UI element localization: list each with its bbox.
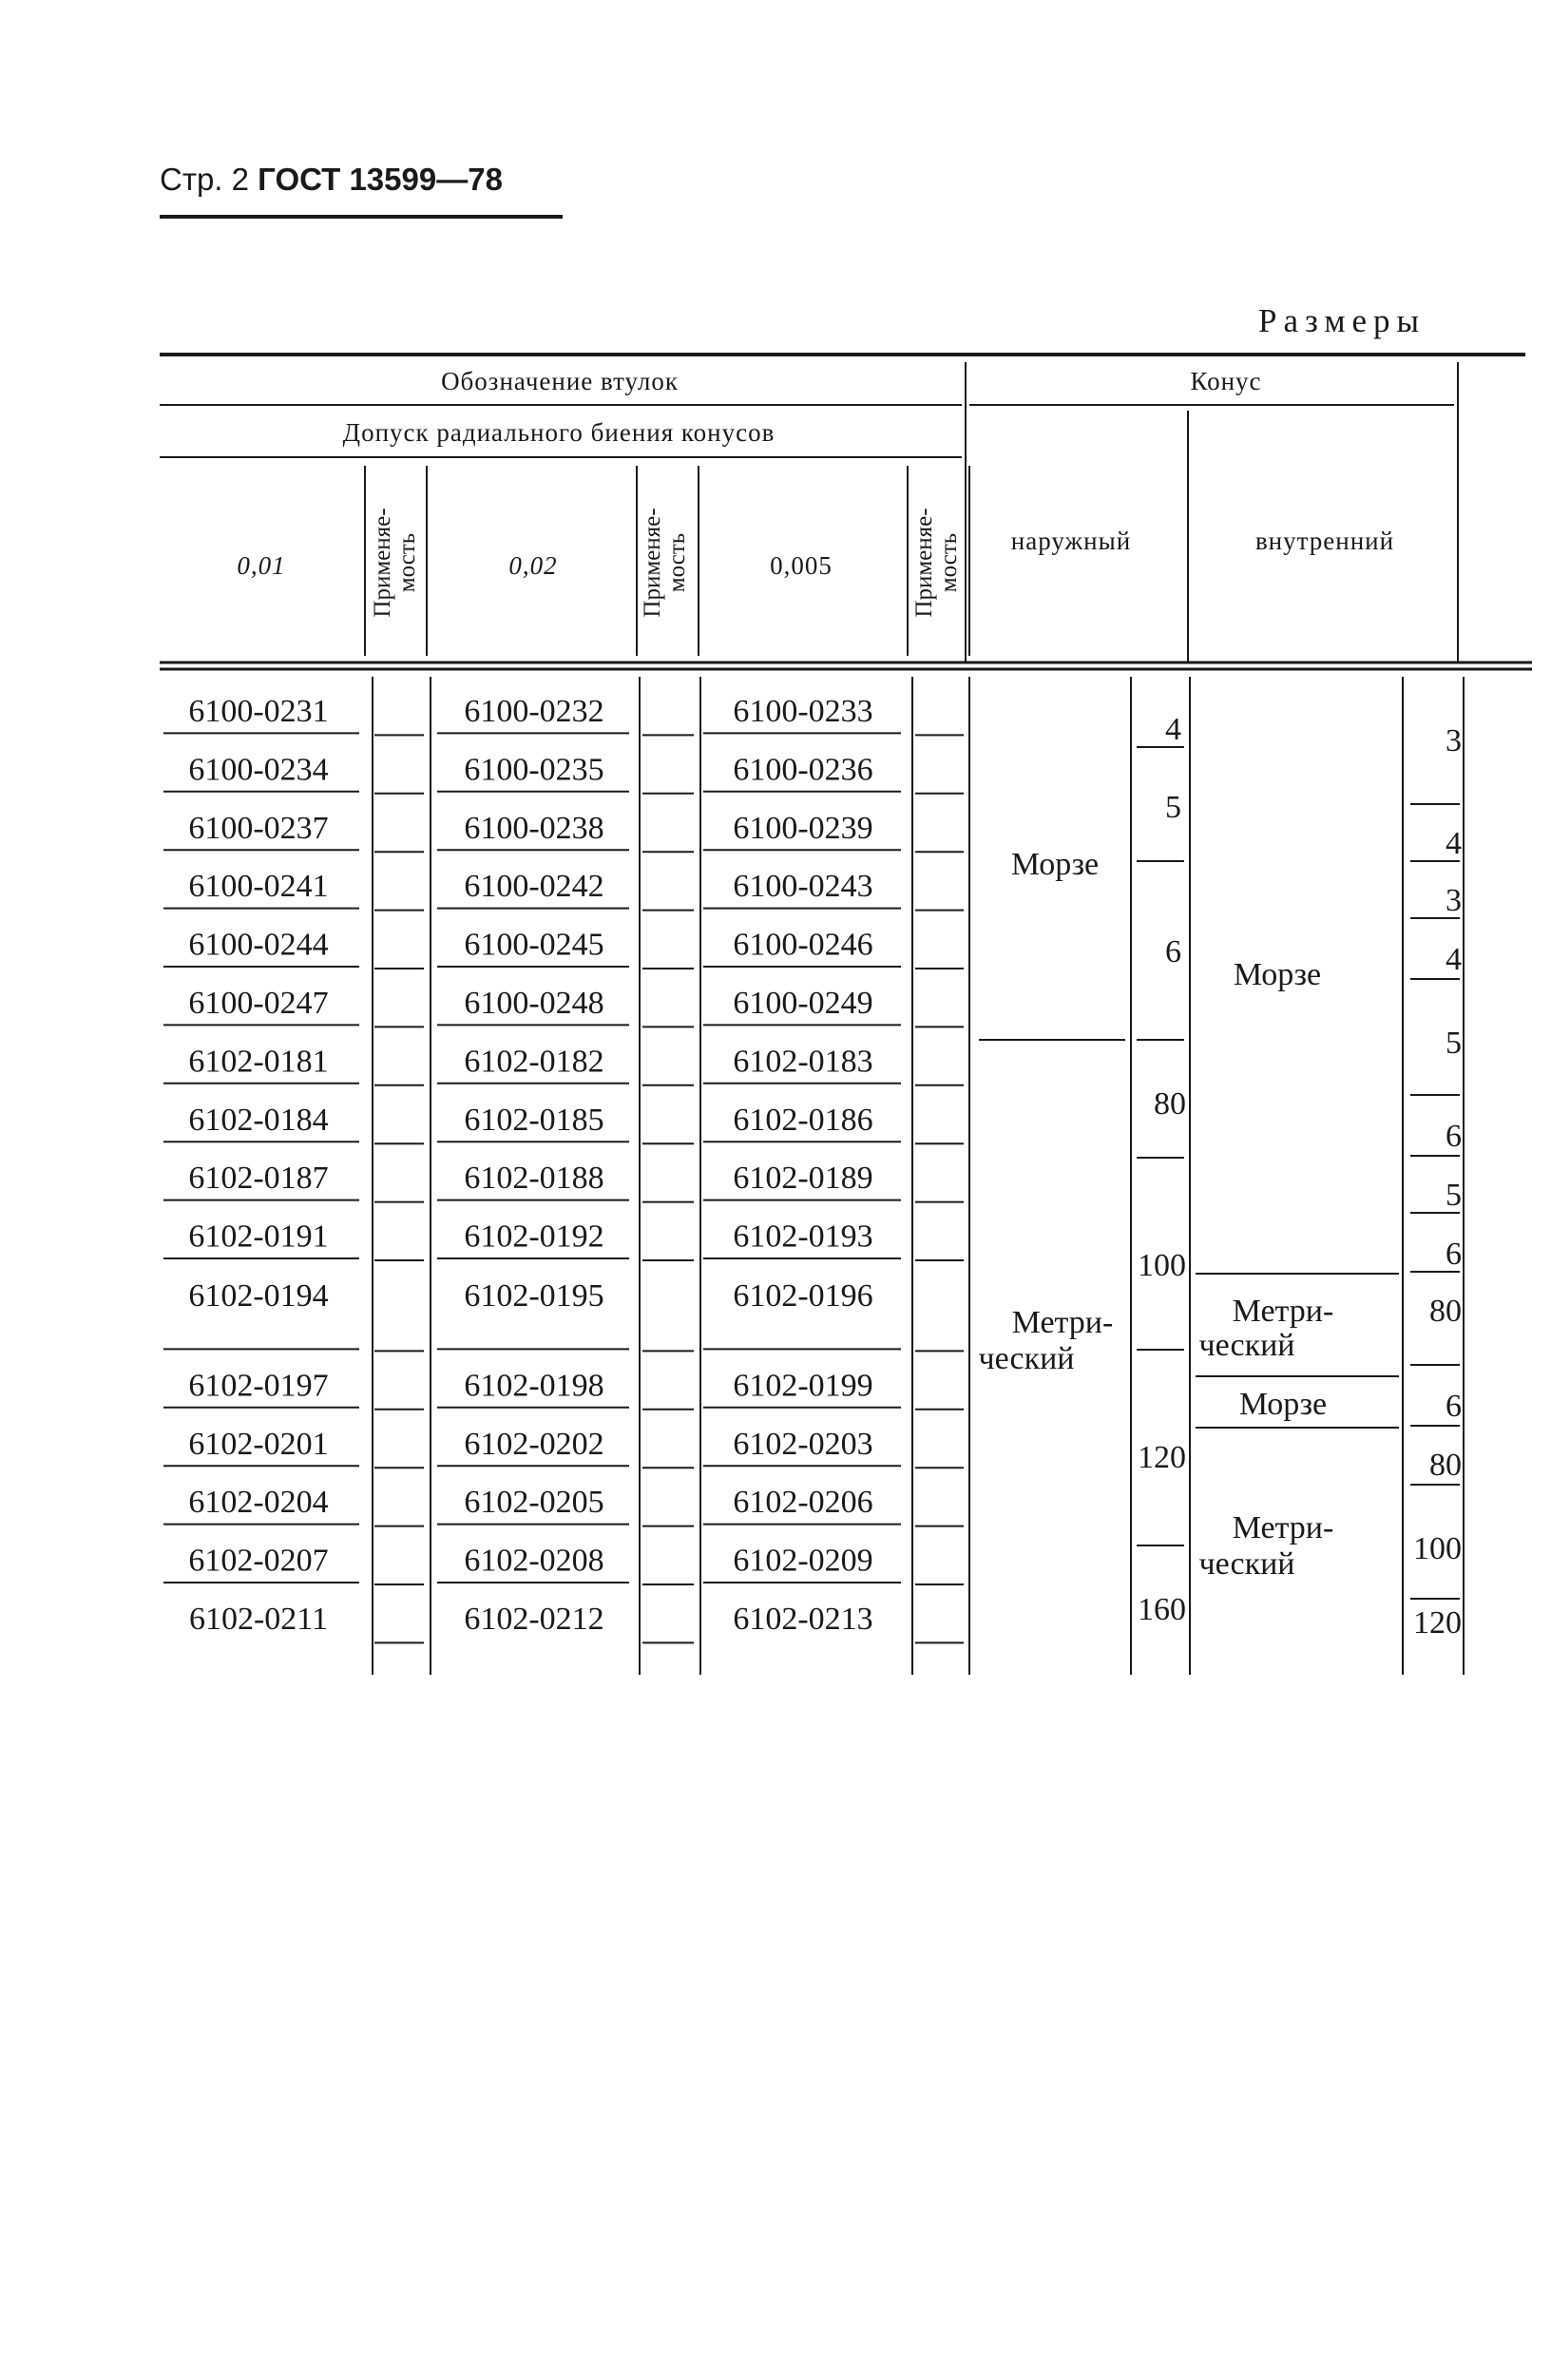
col2-row-15: 6102-0208 <box>464 1543 604 1579</box>
col2-row-14: 6102-0205 <box>464 1485 604 1521</box>
inner-cone-metric-1-l1: Метри- <box>1232 1294 1334 1329</box>
inner-size-6: 6 <box>1446 1119 1462 1154</box>
outer-cone-morse: Морзе <box>1010 847 1100 882</box>
col2-row-5: 6100-0245 <box>464 927 604 963</box>
col2-row-4: 6100-0242 <box>464 869 604 905</box>
col1-row-9: 6102-0187 <box>188 1161 329 1197</box>
col1-row-8: 6102-0184 <box>188 1102 329 1138</box>
outer-size-5: 5 <box>1165 790 1181 825</box>
col3-row-15: 6102-0209 <box>733 1543 873 1579</box>
inner-size-4b: 4 <box>1446 942 1462 977</box>
outer-size-4: 4 <box>1165 712 1181 747</box>
col2-row-7: 6102-0182 <box>464 1044 604 1080</box>
inner-cone-morse-1: Морзе <box>1233 957 1322 992</box>
col1-row-13: 6102-0201 <box>188 1426 329 1462</box>
inner-size-3b: 3 <box>1446 883 1462 918</box>
outer-size-6: 6 <box>1165 934 1181 969</box>
col3-row-14: 6102-0206 <box>733 1485 873 1521</box>
page-number: Стр. 2 <box>160 162 249 197</box>
inner-cone-metric-2-l2: ческий <box>1198 1546 1295 1582</box>
inner-cone-metric-1-l2: ческий <box>1198 1328 1295 1363</box>
standard-number: ГОСТ 13599—78 <box>258 162 503 197</box>
inner-size-80b: 80 <box>1429 1448 1462 1483</box>
inner-size-6c: 6 <box>1446 1389 1462 1424</box>
col3-row-11: 6102-0196 <box>733 1278 873 1314</box>
table-body <box>188 694 1462 1641</box>
col1-row-1: 6100-0231 <box>188 694 329 729</box>
col2-row-13: 6102-0202 <box>464 1426 604 1462</box>
applicability-2 <box>640 508 690 617</box>
outer-cone-metric-l1: Метри- <box>1011 1305 1114 1340</box>
col3-row-7: 6102-0183 <box>733 1044 873 1080</box>
col3-row-13: 6102-0203 <box>733 1426 873 1462</box>
designation-heading: Обозначение втулок <box>441 367 679 395</box>
inner-size-80: 80 <box>1429 1294 1462 1329</box>
inner-size-5b: 5 <box>1446 1178 1462 1213</box>
col1-row-2: 6100-0234 <box>188 752 329 788</box>
tolerance-002: 0,02 <box>508 551 558 580</box>
inner-size-120: 120 <box>1413 1605 1462 1641</box>
col3-row-3: 6100-0239 <box>733 810 873 846</box>
col3-row-8: 6102-0186 <box>733 1102 873 1138</box>
inner-cone-metric-2-l1: Метри- <box>1232 1510 1334 1545</box>
col3-row-2: 6100-0236 <box>733 752 873 788</box>
col1-row-15: 6102-0207 <box>188 1543 329 1579</box>
units-label: Размеры <box>1258 302 1427 339</box>
col3-row-12: 6102-0199 <box>733 1368 873 1404</box>
inner-size-4: 4 <box>1446 826 1462 861</box>
tolerance-heading: Допуск радиального биения конусов <box>342 418 776 447</box>
applicability-3-line2: мость <box>936 532 962 593</box>
col1-row-14: 6102-0204 <box>188 1485 329 1521</box>
outer-cone-heading: наружный <box>1010 527 1132 555</box>
col1-row-10: 6102-0191 <box>188 1219 329 1255</box>
col1-row-3: 6100-0237 <box>188 810 329 846</box>
col2-row-9: 6102-0188 <box>464 1161 604 1197</box>
col3-row-6: 6100-0249 <box>733 986 873 1021</box>
inner-cone-heading: внутренний <box>1254 527 1395 555</box>
col2-row-2: 6100-0235 <box>464 752 604 788</box>
col2-row-16: 6102-0212 <box>464 1602 604 1637</box>
col2-row-6: 6100-0248 <box>464 986 604 1021</box>
col1-row-4: 6100-0241 <box>188 869 329 905</box>
col1-row-6: 6100-0247 <box>188 986 329 1021</box>
inner-size-6b: 6 <box>1446 1237 1462 1272</box>
col3-row-4: 6100-0243 <box>733 869 873 905</box>
outer-size-80: 80 <box>1154 1086 1186 1122</box>
col3-row-9: 6102-0189 <box>733 1161 873 1197</box>
applicability-1-line1: Применяе- <box>370 508 395 618</box>
applicability-1-line2: мость <box>394 532 420 593</box>
col3-row-1: 6100-0233 <box>733 694 873 729</box>
col1-row-7: 6102-0181 <box>188 1044 329 1080</box>
inner-size-100: 100 <box>1413 1531 1462 1566</box>
col1-row-5: 6100-0244 <box>188 927 329 963</box>
outer-size-160: 160 <box>1138 1592 1186 1627</box>
tolerance-0005: 0,005 <box>770 551 833 580</box>
cone-heading: Конус <box>1190 367 1262 395</box>
applicability-3 <box>911 508 962 617</box>
applicability-2-line2: мость <box>664 532 690 593</box>
outer-cone-metric-l2: ческий <box>978 1341 1075 1376</box>
col2-row-11: 6102-0195 <box>464 1278 604 1314</box>
col2-row-12: 6102-0198 <box>464 1368 604 1404</box>
col2-row-10: 6102-0192 <box>464 1219 604 1255</box>
col2-row-3: 6100-0238 <box>464 810 604 846</box>
applicability-2-line1: Применяе- <box>640 508 665 618</box>
col1-row-12: 6102-0197 <box>188 1368 329 1404</box>
inner-cone-morse-2: Морзе <box>1238 1387 1328 1422</box>
outer-size-120: 120 <box>1138 1440 1186 1475</box>
applicability-1 <box>370 508 420 617</box>
tolerance-001: 0,01 <box>237 551 286 580</box>
inner-size-5: 5 <box>1446 1026 1462 1061</box>
applicability-3-line1: Применяе- <box>911 508 937 618</box>
col3-row-10: 6102-0193 <box>733 1219 873 1255</box>
inner-size-3: 3 <box>1446 723 1462 758</box>
col3-row-5: 6100-0246 <box>733 927 873 963</box>
col3-row-16: 6102-0213 <box>733 1602 873 1637</box>
col1-row-16: 6102-0211 <box>188 1602 329 1637</box>
col2-row-8: 6102-0185 <box>464 1102 604 1138</box>
col2-row-1: 6100-0232 <box>464 694 604 729</box>
col1-row-11: 6102-0194 <box>188 1278 329 1314</box>
outer-size-100: 100 <box>1138 1248 1186 1283</box>
